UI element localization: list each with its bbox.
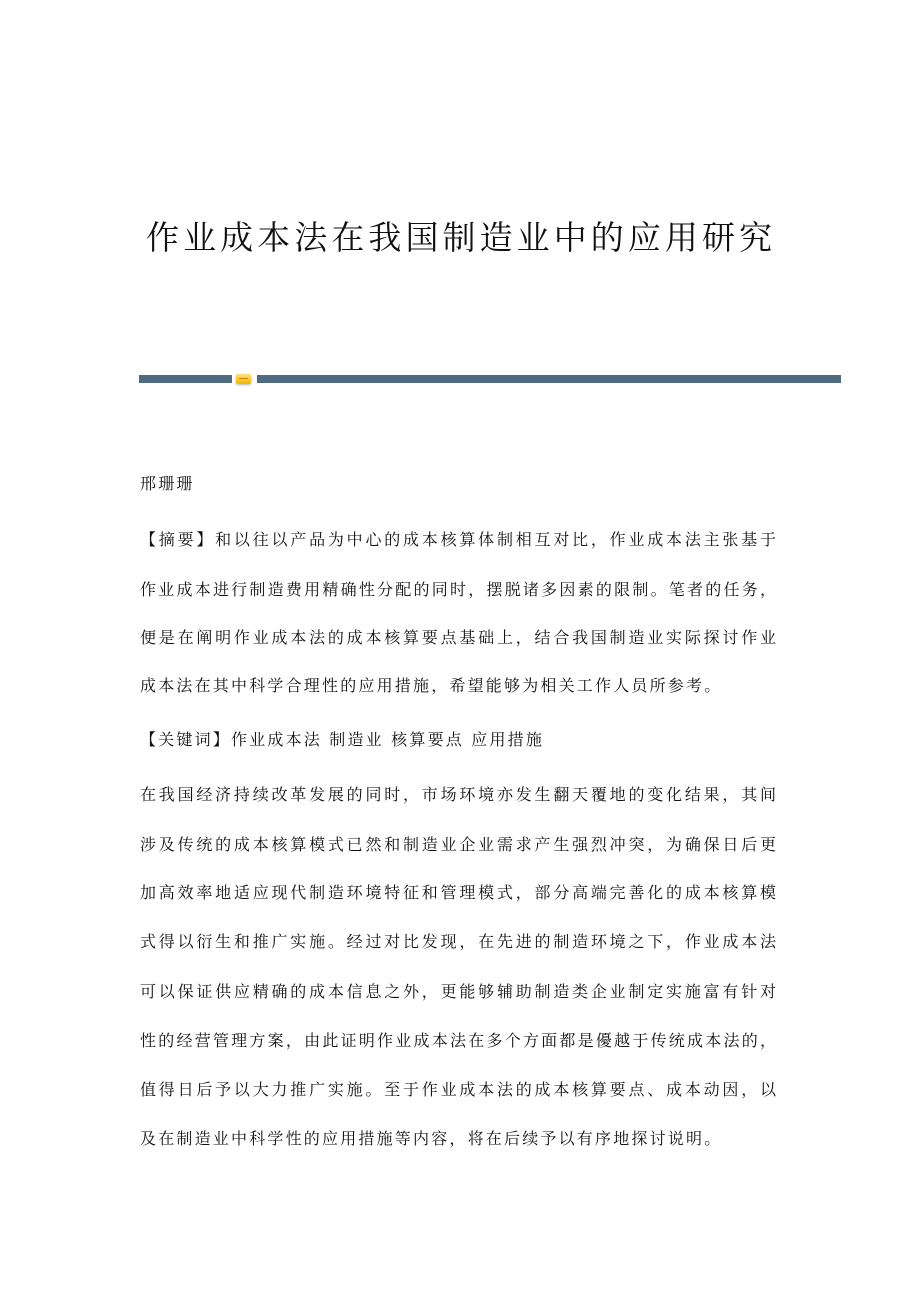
keywords: 【关键词】作业成本法 制造业 核算要点 应用措施 — [140, 730, 545, 749]
body-line: 可以保证供应精确的成本信息之外，更能够辅助制造类企业制定实施富有针对 — [140, 982, 776, 1001]
abstract-line: 【摘要】和以往以产品为中心的成本核算体制相互对比，作业成本法主张基于 — [140, 530, 776, 549]
divider-ornament-icon — [236, 374, 251, 384]
body-line: 加高效率地适应现代制造环境特征和管理模式，部分高端完善化的成本核算模 — [140, 883, 776, 902]
body-line: 值得日后予以大力推广实施。至于作业成本法的成本核算要点、成本动因，以 — [140, 1080, 776, 1099]
document-title: 作业成本法在我国制造业中的应用研究 — [146, 218, 774, 257]
abstract-line: 成本法在其中科学合理性的应用措施，希望能够为相关工作人员所参考。 — [140, 676, 723, 695]
abstract-line: 作业成本进行制造费用精确性分配的同时，摆脱诸多因素的限制。笔者的任务， — [140, 580, 776, 599]
divider-right — [257, 375, 841, 383]
author: 邢珊珊 — [140, 474, 195, 493]
abstract-line: 便是在阐明作业成本法的成本核算要点基础上，结合我国制造业实际探讨作业 — [140, 628, 776, 647]
body-line: 式得以衍生和推广实施。经过对比发现，在先进的制造环境之下，作业成本法 — [140, 932, 776, 951]
body-line: 在我国经济持续改革发展的同时，市场环境亦发生翻天覆地的变化结果，其间 — [140, 785, 776, 804]
body-line: 及在制造业中科学性的应用措施等内容，将在后续予以有序地探讨说明。 — [140, 1129, 723, 1148]
divider-left — [139, 375, 232, 383]
body-line: 性的经营管理方案，由此证明作业成本法在多个方面都是優越于传统成本法的， — [140, 1031, 776, 1050]
body-line: 涉及传统的成本核算模式已然和制造业企业需求产生强烈冲突，为确保日后更 — [140, 835, 776, 854]
